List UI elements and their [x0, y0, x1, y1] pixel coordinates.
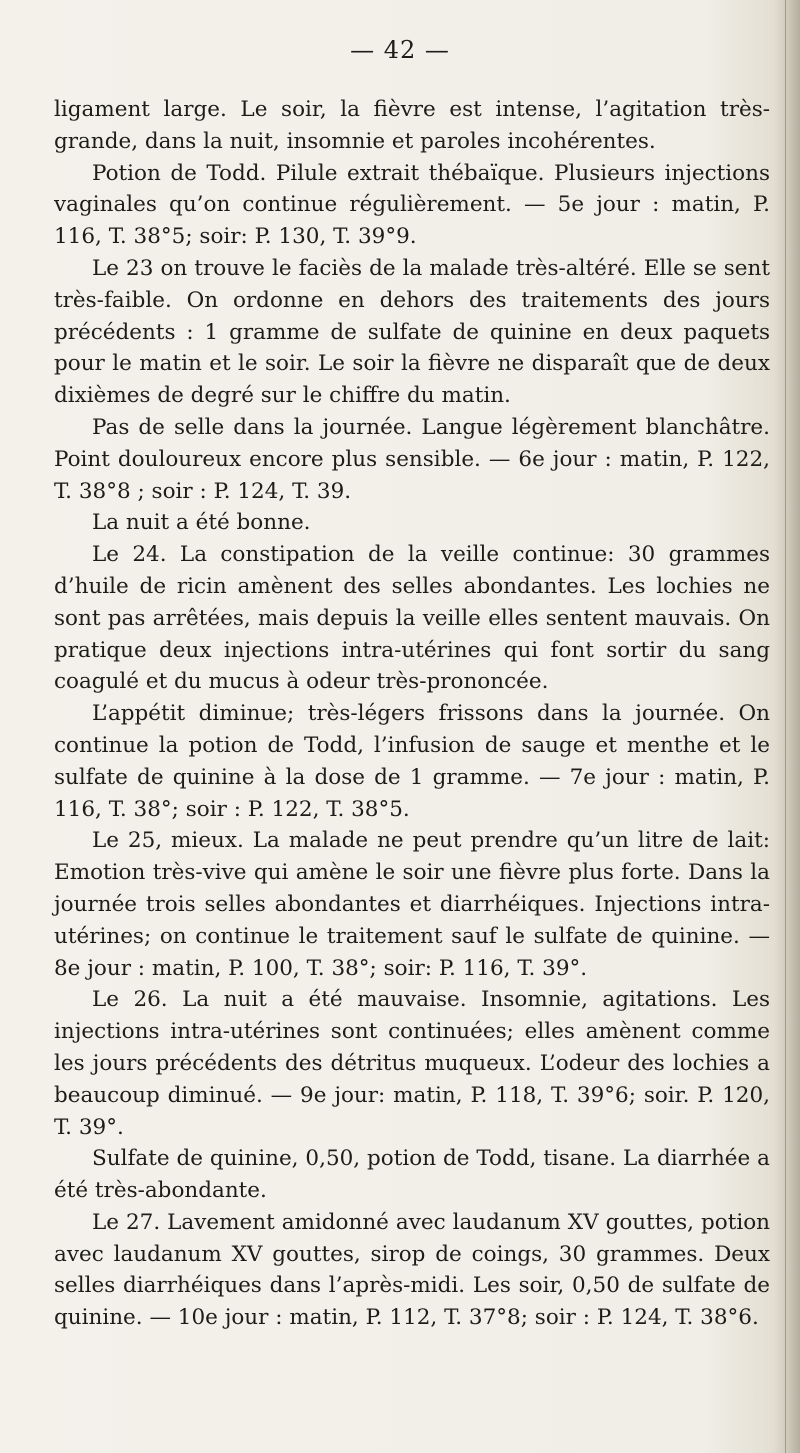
- page-number: — 42 —: [350, 36, 450, 64]
- paragraph: L’appétit diminue; très-légers frissons dans la journée. On continue la potion de Todd, l’infusion de sauge et menthe et le sulfate de quinine à la dose de 1 gramme. — 7e jour : matin, P. 116, T. 38°; soir : P. 122, T. 38°5.: [54, 701, 770, 822]
- paragraph: Le 25, mieux. La malade ne peut prendre qu’un litre de lait: Emotion très-vive qui amène le soir une fièvre plus forte. Dans la journée trois selles abondantes et diarrhéiques. Injections intra-utérines; on continue le traitement sauf le sulfate de quinine. — 8e jour : matin, P. 100, T. 38°; soir: P. 116, T. 39°.: [54, 828, 770, 981]
- page-edge-line: [785, 0, 786, 1453]
- paragraph: Sulfate de quinine, 0,50, potion de Todd, tisane. La diarrhée a été très-abondante.: [54, 1146, 770, 1204]
- paragraph: Le 24. La constipation de la veille continue: 30 grammes d’huile de ricin amènent des selles abondantes. Les lochies ne sont pas arrêtées, mais depuis la veille elles sentent mauvais. On pratique deux injections intra-utérines qui font sortir du sang coagulé et du mucus à odeur très-prononcée.: [54, 542, 770, 695]
- page-edge-shadow: [774, 0, 800, 1453]
- paragraph: Le 27. Lavement amidonné avec laudanum XV gouttes, potion avec laudanum XV gouttes, sirop de coings, 30 grammes. Deux selles diarrhéiques dans l’après-midi. Les soir, 0,50 de sulfate de quinine. — 10e jour : matin, P. 112, T. 37°8; soir : P. 124, T. 38°6.: [54, 1209, 770, 1331]
- paragraph: Le 23 on trouve le faciès de la malade très-altéré. Elle se sent très-faible. On ordonne en dehors des traitements des jours précédents : 1 gramme de sulfate de quinine en deux paquets pour le matin et le soir. Le soir la fièvre ne disparaît que de deux dixièmes de degré sur le chiffre du matin.: [54, 255, 770, 409]
- paragraph: Pas de selle dans la journée. Langue légèrement blanchâtre. Point douloureux encore plus sensible. — 6e jour : matin, P. 122, T. 38°8 ; soir : P. 124, T. 39.: [54, 414, 770, 504]
- paragraph: ligament large. Le soir, la fièvre est intense, l’agitation très-grande, dans la nuit, insomnie et paroles incohérentes.: [54, 97, 770, 154]
- paragraph: Potion de Todd. Pilule extrait thébaïque. Plusieurs injections vaginales qu’on continue régulièrement. — 5e jour : matin, P. 116, T. 38°5; soir: P. 130, T. 39°9.: [54, 160, 770, 250]
- paragraph: Le 26. La nuit a été mauvaise. Insomnie, agitations. Les injections intra-utérines sont continuées; elles amènent comme les jours précédents des détritus muqueux. L’odeur des lochies a beaucoup diminué. — 9e jour: matin, P. 118, T. 39°6; soir. P. 120, T. 39°.: [54, 987, 770, 1140]
- paragraph: La nuit a été bonne.: [92, 510, 311, 536]
- body-text: [54, 94, 770, 1334]
